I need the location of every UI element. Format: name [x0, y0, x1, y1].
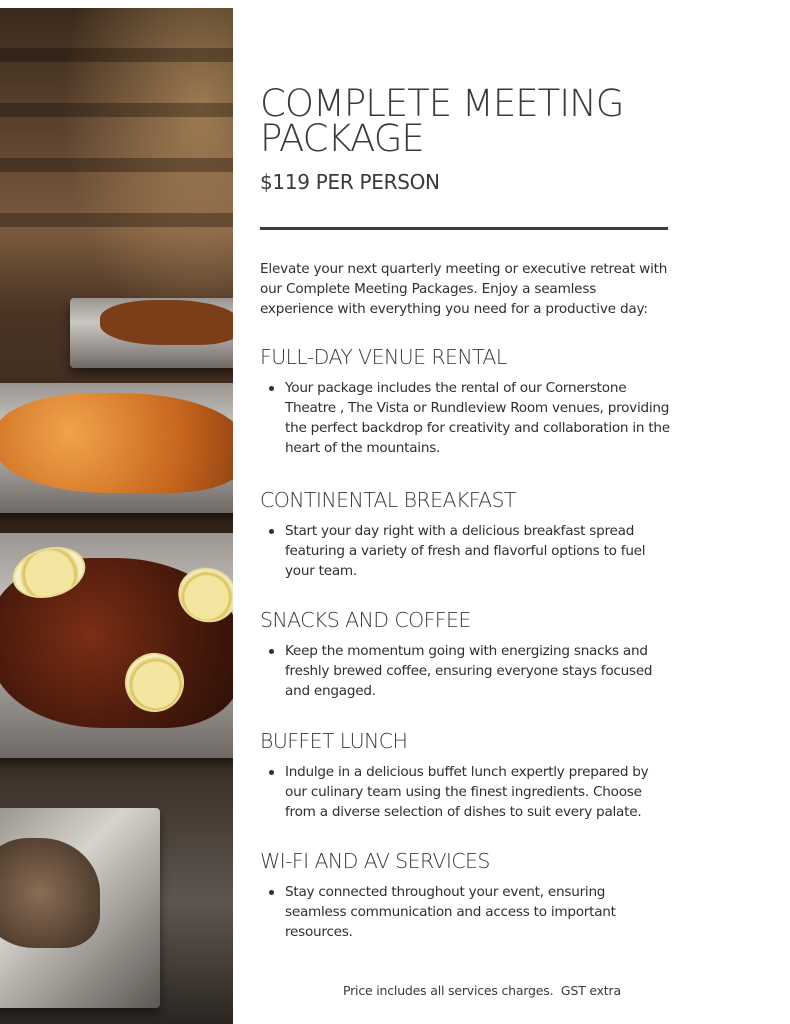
photo-shadow-stripe: [0, 103, 233, 117]
list-item: [285, 882, 670, 942]
section-continental-breakfast: [260, 488, 680, 581]
bullet-icon: [269, 529, 274, 534]
bullet-list: [260, 378, 680, 458]
list-item: [285, 762, 670, 822]
photo-shadow-stripe: [0, 213, 233, 227]
list-item: [285, 378, 670, 458]
section-snacks-coffee: [260, 608, 680, 701]
list-item: [285, 641, 670, 701]
price-per-person: $119 PER PERSON: [260, 170, 440, 194]
buffet-photo: [0, 8, 233, 1024]
list-item-text: Stay connected throughout your event, ensuring seamless communication and access to important resources.: [285, 884, 616, 940]
bullet-icon: [269, 649, 274, 654]
list-item-text: Your package includes the rental of our Cornerstone Theatre , The Vista or Rundleview Room venues, providing the perfect backdrop for creativity and collaboration in the heart of the mountains.: [285, 380, 670, 456]
photo-shadow-stripe: [0, 158, 233, 172]
bullet-icon: [269, 890, 274, 895]
section-heading: SNACKS AND COFFEE: [260, 608, 471, 632]
section-heading: CONTINENTAL BREAKFAST: [260, 488, 516, 512]
bullet-list: [260, 641, 680, 701]
section-wifi-av: [260, 849, 680, 942]
list-item: [285, 521, 670, 581]
bullet-list: [260, 882, 680, 942]
footer-note: Price includes all services charges. GST extra: [343, 983, 621, 998]
section-heading: FULL-DAY VENUE RENTAL: [260, 345, 507, 369]
bullet-list: [260, 521, 680, 581]
list-item-text: Start your day right with a delicious breakfast spread featuring a variety of fresh and flavorful options to fuel your team.: [285, 523, 646, 579]
food-top: [100, 300, 233, 345]
bullet-icon: [269, 770, 274, 775]
divider-rule: [260, 227, 668, 230]
list-item-text: Keep the momentum going with energizing snacks and freshly brewed coffee, ensuring everyone stays focused and engaged.: [285, 643, 653, 699]
section-heading: BUFFET LUNCH: [260, 729, 408, 753]
photo-shadow-stripe: [0, 48, 233, 62]
list-item-text: Indulge in a delicious buffet lunch expertly prepared by our culinary team using the finest ingredients. Choose from a diverse selection of dishes to suit every palate.: [285, 764, 649, 820]
section-venue-rental: [260, 345, 680, 458]
roast-potatoes: [0, 393, 233, 493]
page-title: COMPLETE MEETING PACKAGE: [260, 82, 624, 160]
section-heading: WI-FI AND AV SERVICES: [260, 849, 490, 873]
section-buffet-lunch: [260, 729, 680, 822]
bullet-list: [260, 762, 680, 822]
intro-paragraph: Elevate your next quarterly meeting or executive retreat with our Complete Meeting Packages. Enjoy a seamless experience with everything you need for a productive day:: [260, 261, 668, 317]
bullet-icon: [269, 386, 274, 391]
